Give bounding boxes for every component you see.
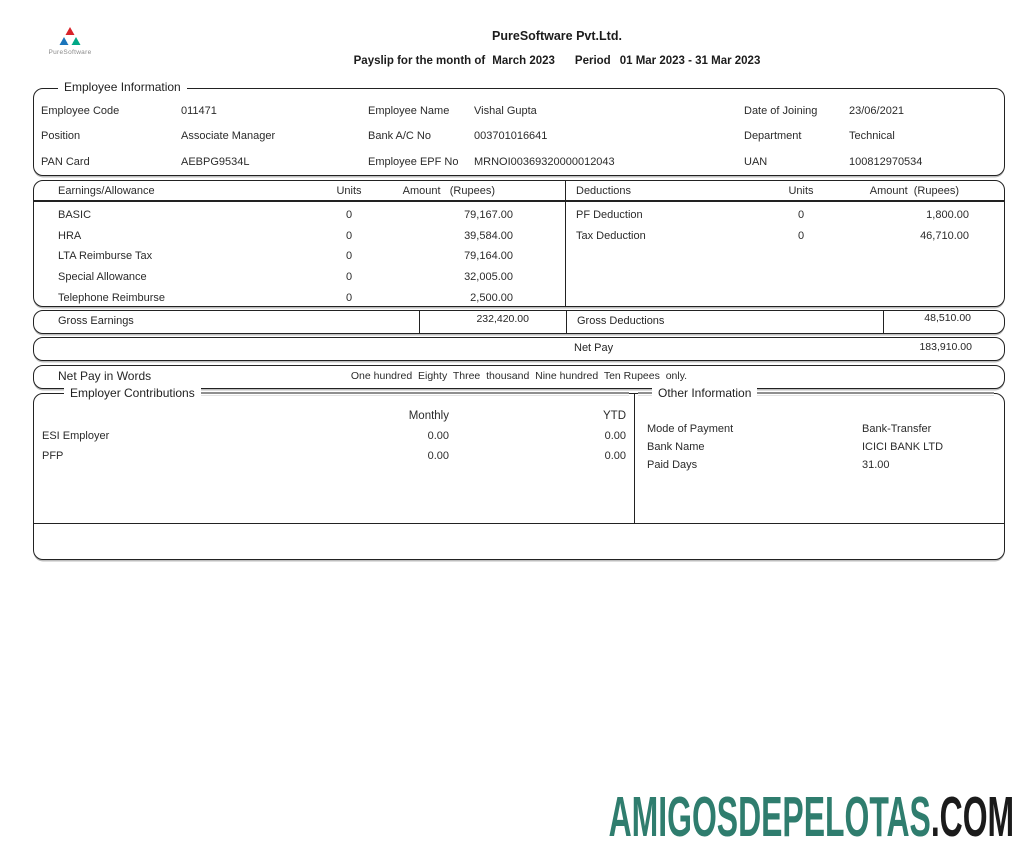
earnings-header-title: Earnings/Allowance xyxy=(58,184,155,197)
net-pay-amount: 183,910.00 xyxy=(919,341,972,353)
field-value: 100812970534 xyxy=(849,155,923,168)
earnings-row xyxy=(34,205,565,226)
other-information-panel xyxy=(635,394,1004,523)
field-label: UAN xyxy=(744,155,768,168)
horizontal-divider xyxy=(34,523,1004,524)
deduction-units: 0 xyxy=(797,209,805,222)
gross-earnings-amount: 232,420.00 xyxy=(419,311,566,333)
earnings-header-units: Units xyxy=(336,184,362,197)
other-info-row xyxy=(647,423,1004,435)
deductions-row xyxy=(566,226,1004,247)
earnings-header-amount: Amount (Rupees) xyxy=(402,184,495,197)
payslip-title xyxy=(90,55,1024,67)
deductions-header-amount: Amount (Rupees) xyxy=(869,184,959,197)
gross-deductions-label: Gross Deductions xyxy=(566,311,883,333)
employee-info-grid xyxy=(41,98,1004,175)
contribution-name: PFP xyxy=(42,450,64,462)
earning-units: 0 xyxy=(345,250,353,263)
deduction-amount: 46,710.00 xyxy=(920,229,969,242)
earning-amount: 79,164.00 xyxy=(464,250,513,263)
other-info-label: Bank Name xyxy=(647,441,705,453)
employee-info-section xyxy=(33,80,1005,176)
spacer xyxy=(42,410,289,422)
earning-units: 0 xyxy=(345,229,353,242)
earning-amount: 79,167.00 xyxy=(464,209,513,222)
watermark-suffix-text: .COM xyxy=(930,785,1014,849)
field-value: Associate Manager xyxy=(181,130,276,143)
deduction-name: Tax Deduction xyxy=(576,229,646,242)
other-info-value: 31.00 xyxy=(862,459,890,471)
other-info-row xyxy=(647,441,1004,453)
bottom-section xyxy=(33,386,1005,560)
earning-name: BASIC xyxy=(58,209,92,222)
field-label: Employee Code xyxy=(41,104,120,117)
earnings-panel xyxy=(34,181,566,306)
gross-earnings-label: Gross Earnings xyxy=(58,315,134,327)
employer-contributions-title: Employer Contributions xyxy=(64,386,201,401)
earnings-row xyxy=(34,246,565,267)
gross-deductions-amount: 48,510.00 xyxy=(883,311,1004,333)
field-label: Date of Joining xyxy=(744,104,818,117)
earnings-header xyxy=(34,181,565,202)
earnings-deductions-section xyxy=(33,180,1005,307)
watermark-main-text: AMIGOSDEPELOTAS xyxy=(608,785,931,849)
field-value: 011471 xyxy=(181,104,217,117)
earning-amount: 39,584.00 xyxy=(464,229,513,242)
deductions-header xyxy=(566,181,1004,202)
deductions-panel xyxy=(566,181,1004,306)
company-name: PureSoftware Pvt.Ltd. xyxy=(492,29,622,43)
earning-units: 0 xyxy=(345,291,353,304)
ytd-header: YTD xyxy=(603,410,626,422)
net-pay-words-label: Net Pay in Words xyxy=(58,369,152,383)
earning-units: 0 xyxy=(345,271,353,284)
contribution-ytd: 0.00 xyxy=(604,450,626,462)
deductions-row xyxy=(566,205,1004,226)
field-value: AEBPG9534L xyxy=(181,155,250,168)
field-value: Vishal Gupta xyxy=(474,104,537,117)
other-info-value: Bank-Transfer xyxy=(862,423,932,435)
contribution-name: ESI Employer xyxy=(42,430,110,442)
earnings-row xyxy=(34,267,565,288)
field-label: Department xyxy=(744,130,802,143)
deductions-header-units: Units xyxy=(788,184,814,197)
field-value: 23/06/2021 xyxy=(849,104,905,117)
earning-name: Special Allowance xyxy=(58,271,147,284)
other-info-label: Paid Days xyxy=(647,459,698,471)
field-label: PAN Card xyxy=(41,155,90,168)
gross-totals-row xyxy=(33,310,1005,334)
contributions-header xyxy=(42,410,626,422)
deduction-units: 0 xyxy=(797,229,805,242)
earning-name: LTA Reimburse Tax xyxy=(58,250,153,263)
earning-units: 0 xyxy=(345,209,353,222)
period-value: 01 Mar 2023 - 31 Mar 2023 xyxy=(619,55,761,67)
earnings-rows xyxy=(34,205,565,307)
field-label: Position xyxy=(41,130,81,143)
earnings-row xyxy=(34,226,565,247)
payslip-title-prefix: Payslip for the month of xyxy=(353,55,486,67)
other-info-label: Mode of Payment xyxy=(647,423,734,435)
payslip-month: March 2023 xyxy=(492,55,555,67)
other-information-title: Other Information xyxy=(652,386,757,401)
deduction-name: PF Deduction xyxy=(576,209,643,222)
other-info-value: ICICI BANK LTD xyxy=(862,441,944,453)
deduction-amount: 1,800.00 xyxy=(926,209,969,222)
other-info-row xyxy=(647,459,1004,471)
company-logo-text: PureSoftware xyxy=(48,49,92,56)
contribution-row xyxy=(42,450,626,462)
contribution-monthly: 0.00 xyxy=(427,450,449,462)
net-pay-words-value: One hundred Eighty Three thousand Nine hundred Ten Rupees only. xyxy=(350,370,688,382)
earning-amount: 2,500.00 xyxy=(470,291,513,304)
employee-info-title: Employee Information xyxy=(58,80,187,95)
employer-contributions-panel xyxy=(34,394,634,523)
deductions-rows xyxy=(566,205,1004,246)
earnings-row xyxy=(34,287,565,307)
earning-amount: 32,005.00 xyxy=(464,271,513,284)
contribution-ytd: 0.00 xyxy=(604,430,626,442)
contribution-row xyxy=(42,430,626,442)
watermark xyxy=(608,785,1014,849)
net-pay-row xyxy=(33,337,1005,361)
period-label: Period xyxy=(574,55,611,67)
field-value: 003701016641 xyxy=(474,130,548,143)
field-label: Employee Name xyxy=(368,104,450,117)
earning-name: Telephone Reimburse xyxy=(58,291,166,304)
field-value: MRNOI00369320000012043 xyxy=(474,155,615,168)
field-value: Technical xyxy=(849,130,895,143)
monthly-header: Monthly xyxy=(408,410,449,422)
field-label: Employee EPF No xyxy=(368,155,459,168)
earning-name: HRA xyxy=(58,229,82,242)
net-pay-label: Net Pay xyxy=(574,342,614,354)
field-label: Bank A/C No xyxy=(368,130,431,143)
deductions-header-title: Deductions xyxy=(576,184,632,197)
contribution-monthly: 0.00 xyxy=(427,430,449,442)
